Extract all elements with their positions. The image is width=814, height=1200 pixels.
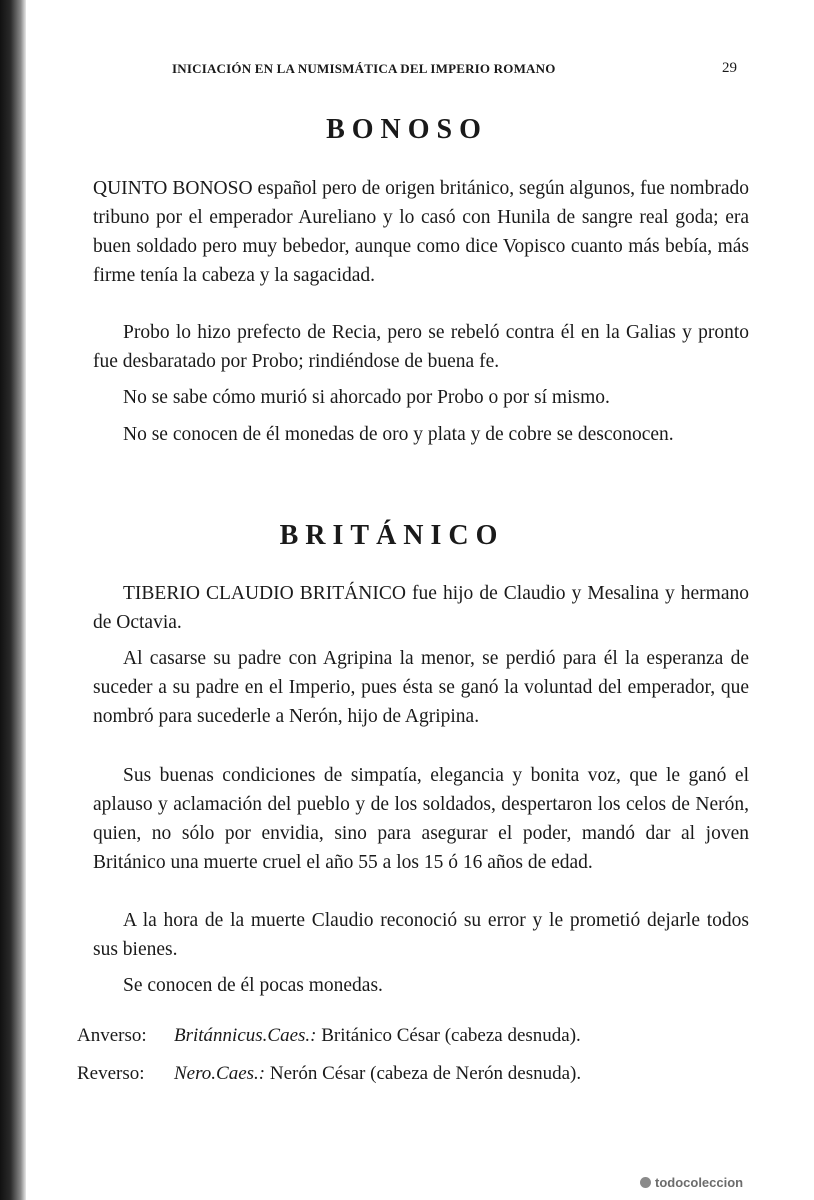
watermark-logo-icon	[640, 1177, 651, 1188]
coin-reverse-line	[77, 1063, 581, 1085]
paragraph: A la hora de la muerte Claudio reconoció su error y le prometió dejarle todos sus bienes.	[93, 910, 749, 960]
page-number: 29	[722, 60, 737, 76]
watermark-text: todocoleccion	[655, 1175, 744, 1190]
paragraph: Al casarse su padre con Agripina la menor, se perdió para él la esperanza de suceder a su padre en el Imperio, pues ésta se ganó la voluntad del emperador, que nombró para sucederle a Nerón, hijo de Agripina.	[93, 648, 749, 727]
paragraph: No se sabe cómo murió si ahorcado por Probo o por sí mismo.	[123, 387, 610, 408]
reverse-label: Reverso:	[77, 1063, 145, 1084]
obverse-label: Anverso:	[77, 1025, 147, 1046]
obverse-legend: Británnicus.Caes.:	[174, 1025, 317, 1046]
running-header: INICIACIÓN EN LA NUMISMÁTICA DEL IMPERIO ROMANO	[172, 61, 556, 76]
paragraph: No se conocen de él monedas de oro y plata y de cobre se desconocen.	[123, 424, 674, 445]
watermark	[640, 1175, 743, 1190]
obverse-description: Británico César (cabeza desnuda).	[321, 1025, 581, 1046]
paragraph: TIBERIO CLAUDIO BRITÁNICO fue hijo de Claudio y Mesalina y hermano de Octavia.	[93, 583, 749, 633]
coin-obverse-line	[77, 1025, 581, 1047]
reverse-description: Nerón César (cabeza de Nerón desnuda).	[269, 1063, 582, 1084]
paragraph: Probo lo hizo prefecto de Recia, pero se rebeló contra él en la Galias y pronto fue desbaratado por Probo; rindiéndose de buena fe.	[93, 322, 749, 372]
paragraph: Sus buenas condiciones de simpatía, elegancia y bonita voz, que le ganó el aplauso y aclamación del pueblo y de los soldados, despertaron los celos de Nerón, quien, no sólo por envidia, sino para asegurar el poder, mandó dar al joven Británico una muerte cruel el año 55 a los 15 ó 16 años de edad.	[93, 765, 749, 873]
section-title-bonoso: BONOSO	[326, 114, 488, 145]
section-title-britanico: BRITÁNICO	[279, 520, 505, 551]
paragraph: Se conocen de él pocas monedas.	[123, 975, 383, 996]
paragraph: QUINTO BONOSO español pero de origen británico, según algunos, fue nombrado tribuno por el emperador Aureliano y lo casó con Hunila de sangre real goda; era buen soldado pero muy bebedor, aunque como dice Vopisco cuanto más bebía, más firme tenía la cabeza y la sagacidad.	[93, 178, 749, 286]
reverse-legend: Nero.Caes.:	[174, 1063, 266, 1084]
